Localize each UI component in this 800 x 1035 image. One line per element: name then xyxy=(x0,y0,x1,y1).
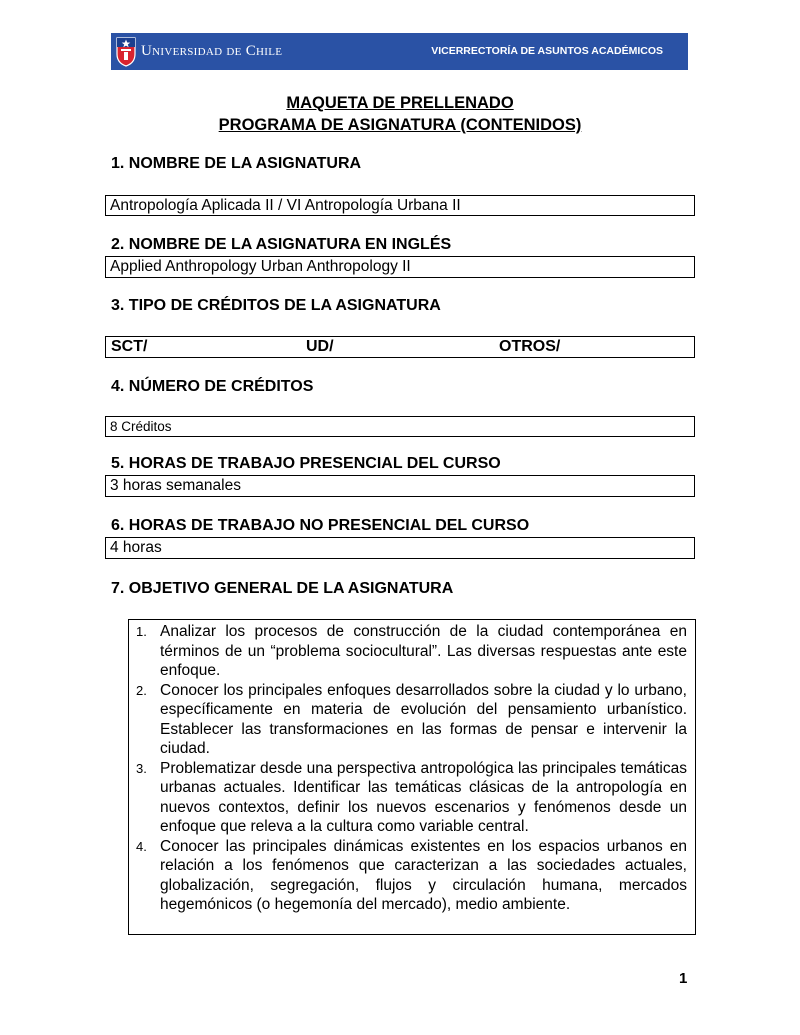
objective-number: 2. xyxy=(136,682,147,698)
credit-type-field xyxy=(105,336,695,358)
course-name-field xyxy=(105,195,695,216)
objective-number: 3. xyxy=(136,760,147,776)
section-4-heading: 4. NÚMERO DE CRÉDITOS xyxy=(111,378,314,395)
section-2-heading: 2. NOMBRE DE LA ASIGNATURA EN INGLÉS xyxy=(111,236,452,253)
section-3-heading: 3. TIPO DE CRÉDITOS DE LA ASIGNATURA xyxy=(111,297,441,314)
credits-number-value: 8 Créditos xyxy=(110,419,172,434)
objective-text: Conocer los principales enfoques desarrollados sobre la ciudad y lo urbano, específicamente en materia de evolución del pensamiento urbanístico. Establecer las transformaciones en las formas de pensar e intervenir la ciudad. xyxy=(160,681,687,757)
page-number: 1 xyxy=(679,970,688,987)
section-7-heading: 7. OBJETIVO GENERAL DE LA ASIGNATURA xyxy=(111,580,454,597)
objective-text: Conocer las principales dinámicas existentes en los espacios urbanos en relación a los fenómenos que caracterizan a las sociedades actuales, globalización, segregación, flujos y circulación humana, mercados hegemónicos (o hegemonía del mercado), medio ambiente. xyxy=(160,837,687,913)
ud-label: UD/ xyxy=(306,338,334,355)
non-presential-hours-field xyxy=(105,537,695,559)
document-title-line1: MAQUETA DE PRELLENADO xyxy=(286,94,514,112)
non-presential-hours-value: 4 horas xyxy=(110,539,162,556)
objective-item xyxy=(129,681,687,759)
objective-number: 4. xyxy=(136,838,147,854)
objective-item xyxy=(129,837,687,915)
objective-item xyxy=(129,759,687,837)
objective-text: Analizar los procesos de construcción de la ciudad contemporánea en términos de un “problema sociocultural”. Las diversas respuestas ante este enfoque. xyxy=(160,623,687,679)
presential-hours-field xyxy=(105,475,695,497)
objective-text: Problematizar desde una perspectiva antropológica las principales temáticas urbanas actuales. Identificar las temáticas clásicas de la antropología en nuevos contextos, definir los nuevos escenarios y fenómenos desde un enfoque que releva a la cultura como variable central. xyxy=(160,759,687,835)
course-name-value: Antropología Aplicada II / VI Antropología Urbana II xyxy=(110,196,461,214)
course-name-english-field xyxy=(105,256,695,278)
objective-item xyxy=(129,622,687,681)
course-name-english-value: Applied Anthropology Urban Anthropology II xyxy=(110,258,411,275)
university-name: Universidad de Chile xyxy=(141,43,283,59)
header-banner xyxy=(111,33,688,70)
document-title-line2: PROGRAMA DE ASIGNATURA (CONTENIDOS) xyxy=(218,116,582,134)
section-6-heading: 6. HORAS DE TRABAJO NO PRESENCIAL DEL CURSO xyxy=(111,517,530,534)
otros-label: OTROS/ xyxy=(499,338,561,355)
sct-label: SCT/ xyxy=(111,338,148,355)
credits-number-field xyxy=(105,416,695,437)
objective-number: 1. xyxy=(136,624,147,639)
university-crest-icon xyxy=(115,36,137,67)
presential-hours-value: 3 horas semanales xyxy=(110,477,241,494)
section-5-heading: 5. HORAS DE TRABAJO PRESENCIAL DEL CURSO xyxy=(111,455,501,472)
objectives-list xyxy=(129,622,687,915)
section-1-heading: 1. NOMBRE DE LA ASIGNATURA xyxy=(111,155,362,172)
general-objective-box xyxy=(128,619,696,935)
vicerrectoria-label: VICERRECTORÍA DE ASUNTOS ACADÉMICOS xyxy=(431,45,663,57)
